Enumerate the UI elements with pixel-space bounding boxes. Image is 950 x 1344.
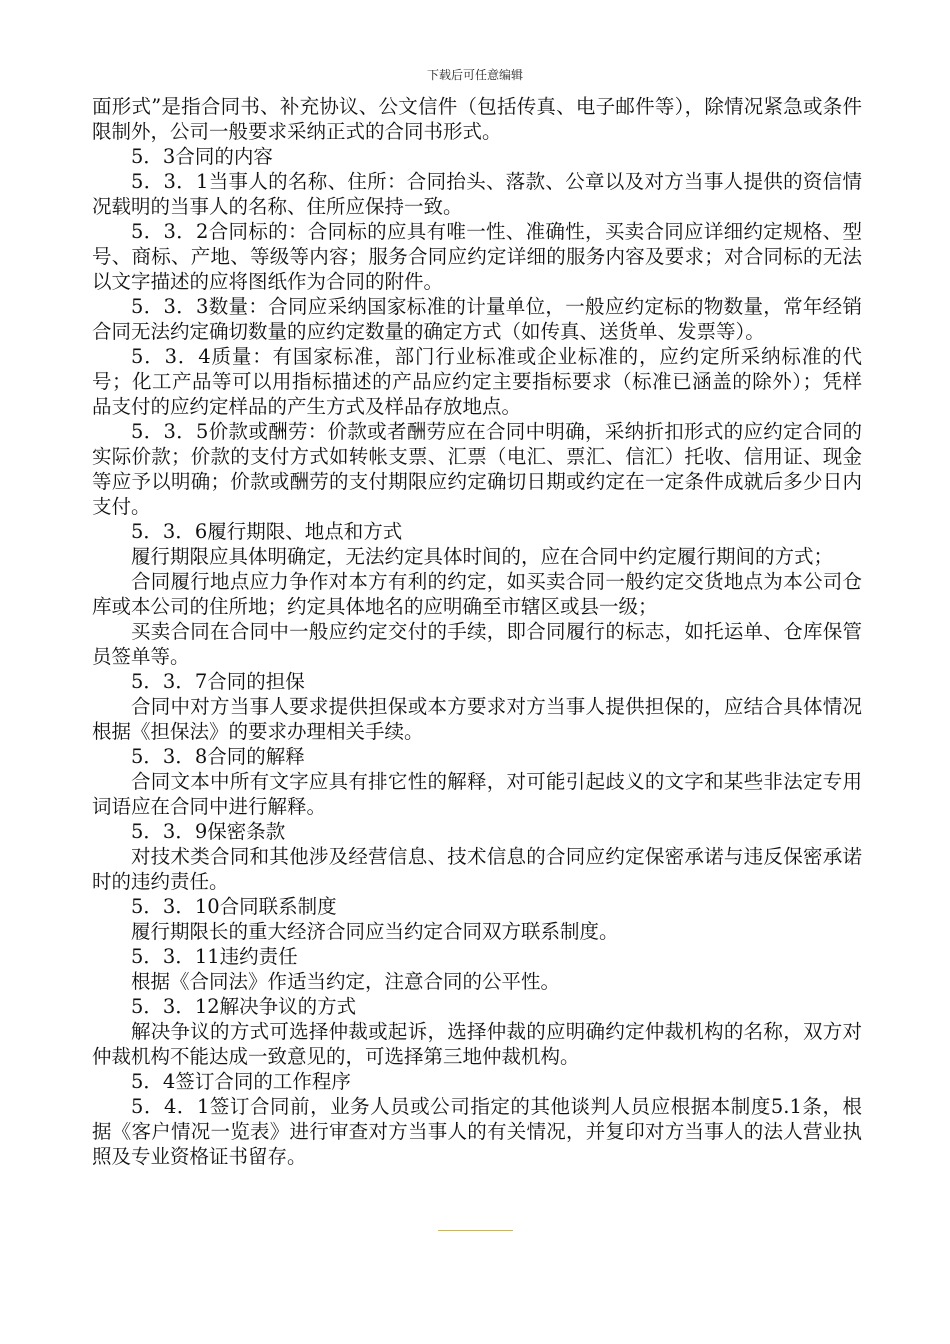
paragraph: 5．3．3数量：合同应采纳国家标准的计量单位，一般应约定标的物数量，常年经销合同无法约定确切数量的应约定数量的确定方式（如传真、送货单、发票等）。 [92, 295, 862, 343]
paragraph: 买卖合同在合同中一般应约定交付的手续，即合同履行的标志，如托运单、仓库保管员签单等。 [92, 620, 862, 668]
paragraph: 5．3．10合同联系制度 [131, 895, 337, 918]
paragraph: 5．3合同的内容 [131, 145, 273, 168]
paragraph: 5．3．4质量：有国家标准，部门行业标准或企业标准的，应约定所采纳标准的代号；化工产品等可以用指标描述的产品应约定主要指标要求（标准已涵盖的除外）；凭样品支付的应约定样品的产生方式及样品存放地点。 [92, 345, 862, 418]
paragraph: 5．3．5价款或酬劳：价款或者酬劳应在合同中明确，采纳折扣形式的应约定合同的实际价款；价款的支付方式如转帐支票、汇票（电汇、票汇、信汇）托收、信用证、现金等应予以明确；价款或酬劳的支付期限应约定确切日期或约定在一定条件成就后多少日内支付。 [92, 420, 862, 518]
page-header: 下载后可任意编辑 [426, 68, 523, 82]
paragraph: 5．3．7合同的担保 [131, 670, 305, 693]
paragraph: 5．3．6履行期限、地点和方式 [131, 520, 403, 543]
paragraph: 5．3．2合同标的：合同标的应具有唯一性、准确性，买卖合同应详细约定规格、型号、商标、产地、等级等内容；服务合同应约定详细的服务内容及要求；对合同标的无法以文字描述的应将图纸作为合同的附件。 [92, 220, 862, 293]
paragraph: 5．3．12解决争议的方式 [131, 995, 357, 1018]
paragraph: 5．4签订合同的工作程序 [131, 1070, 351, 1093]
footer-divider [438, 1230, 513, 1231]
document-body [92, 94, 862, 1169]
paragraph: 合同履行地点应力争作对本方有利的约定，如买卖合同一般约定交货地点为本公司仓库或本公司的住所地；约定具体地名的应明确至市辖区或县一级； [92, 570, 862, 618]
paragraph: 合同文本中所有文字应具有排它性的解释，对可能引起歧义的文字和某些非法定专用词语应在合同中进行解释。 [92, 770, 862, 818]
paragraph: 面形式”是指合同书、补充协议、公文信件（包括传真、电子邮件等），除情况紧急或条件限制外，公司一般要求采纳正式的合同书形式。 [92, 95, 862, 143]
paragraph: 合同中对方当事人要求提供担保或本方要求对方当事人提供担保的，应结合具体情况根据《担保法》的要求办理相关手续。 [92, 695, 862, 743]
paragraph: 5．4．1签订合同前，业务人员或公司指定的其他谈判人员应根据本制度5.1条，根据《客户情况一览表》进行审查对方当事人的有关情况，并复印对方当事人的法人营业执照及专业资格证书留存。 [92, 1095, 862, 1168]
paragraph: 根据《合同法》作适当约定，注意合同的公平性。 [131, 970, 561, 993]
paragraph: 5．3．1当事人的名称、住所：合同抬头、落款、公章以及对方当事人提供的资信情况载明的当事人的名称、住所应保持一致。 [92, 170, 862, 218]
paragraph: 5．3．9保密条款 [131, 820, 286, 843]
paragraph: 履行期限应具体明确定，无法约定具体时间的，应在合同中约定履行期间的方式； [131, 545, 834, 568]
paragraph: 履行期限长的重大经济合同应当约定合同双方联系制度。 [131, 920, 619, 943]
paragraph: 对技术类合同和其他涉及经营信息、技术信息的合同应约定保密承诺与违反保密承诺时的违约责任。 [92, 845, 862, 893]
paragraph: 解决争议的方式可选择仲裁或起诉，选择仲裁的应明确约定仲裁机构的名称，双方对仲裁机构不能达成一致意见的，可选择第三地仲裁机构。 [92, 1020, 862, 1068]
paragraph: 5．3．11违约责任 [131, 945, 298, 968]
paragraph: 5．3．8合同的解释 [131, 745, 305, 768]
